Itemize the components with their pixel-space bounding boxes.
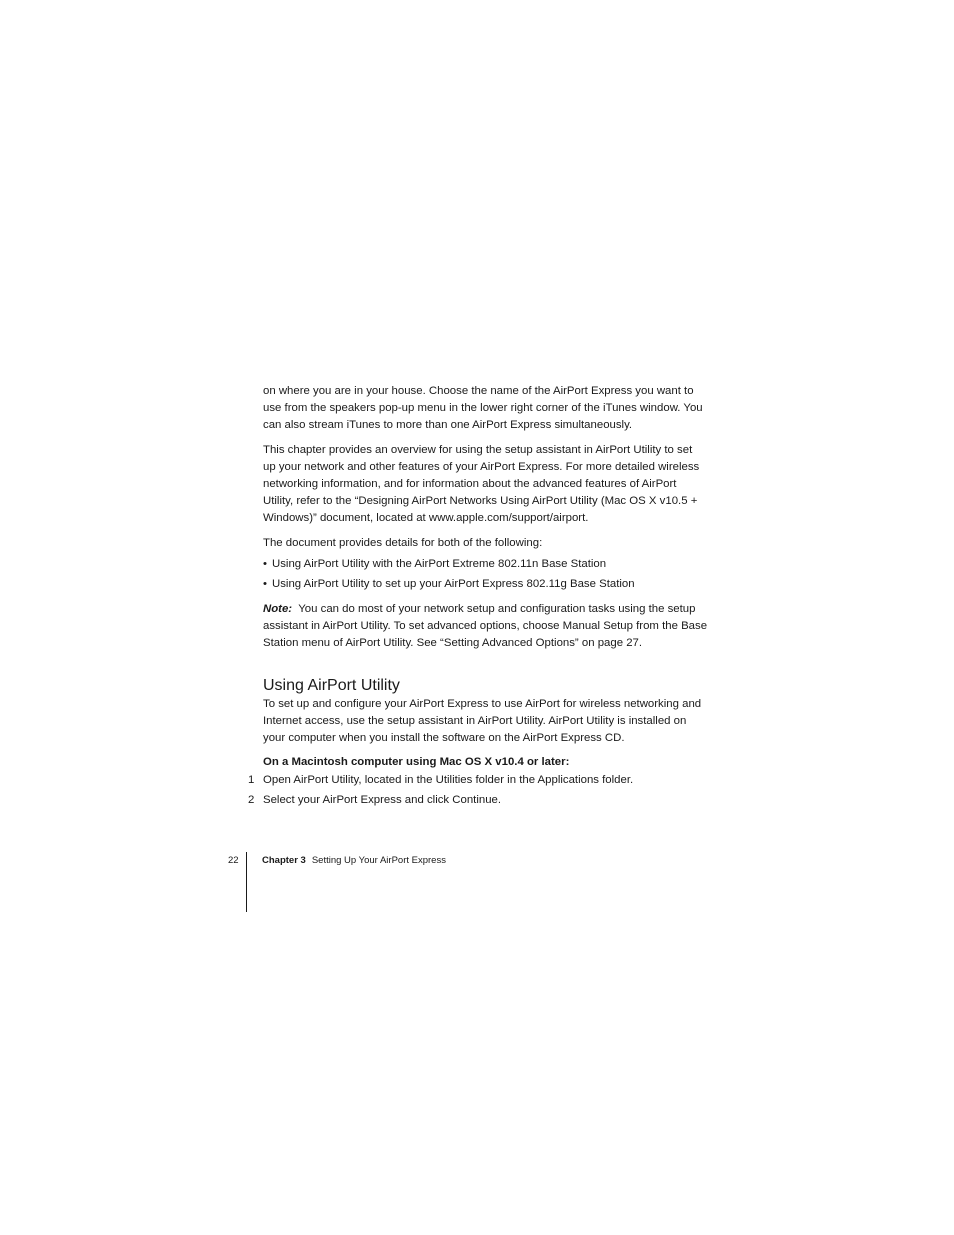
bullet-marker: • — [263, 558, 267, 570]
note-paragraph — [263, 601, 708, 652]
chapter-title: Setting Up Your AirPort Express — [311, 855, 446, 866]
details-intro-paragraph: The document provides details for both of the following: — [263, 537, 543, 549]
chapter-label: Chapter 3 — [262, 855, 306, 866]
chapter-overview-paragraph: This chapter provides an overview for using the setup assistant in AirPort Utility to set up your network and other features of your AirPort Express. For more detailed wireless networking information, and for information about the advanced features of AirPort Utility, refer to the “Designing AirPort Networks Using AirPort Utility (Mac OS X v10.5 + Windows)” document, located at www.apple.com/support/airport. — [263, 444, 700, 525]
note-text: You can do most of your network setup and configuration tasks using the setup assistant in AirPort Utility. To set advanced options, choose Manual Setup from the Base Station menu of AirPort Utility. See “Setting Advanced Options” on page 27. — [263, 603, 708, 650]
footer-divider — [246, 852, 247, 912]
section-heading: Using AirPort Utility — [263, 677, 400, 694]
step-text: Open AirPort Utility, located in the Utilities folder in the Applications folder. — [263, 774, 634, 786]
bullet-item-express — [263, 576, 708, 593]
step-number: 2 — [248, 794, 255, 806]
note-label: Note: — [263, 603, 293, 615]
step-item — [248, 792, 708, 809]
section-body-paragraph: To set up and configure your AirPort Express to use AirPort for wireless networking and Internet access, use the setup assistant in AirPort Utility. AirPort Utility is installed on your computer when you install the software on the AirPort Express CD. — [263, 698, 702, 745]
bullet-text: Using AirPort Utility with the AirPort Extreme 802.11n Base Station — [272, 558, 607, 570]
running-footer — [262, 854, 446, 867]
page-number: 22 — [228, 855, 239, 866]
step-item — [248, 772, 708, 789]
bullet-marker: • — [263, 578, 267, 590]
step-number: 1 — [248, 774, 255, 786]
step-text: Select your AirPort Express and click Continue. — [263, 794, 502, 806]
procedure-subhead: On a Macintosh computer using Mac OS X v10.4 or later: — [263, 756, 570, 768]
bullet-text: Using AirPort Utility to set up your AirPort Express 802.11g Base Station — [272, 578, 635, 590]
bullet-item-extreme — [263, 556, 708, 573]
intro-continuation-paragraph: on where you are in your house. Choose the name of the AirPort Express you want to use from the speakers pop-up menu in the lower right corner of the iTunes window. You can also stream iTunes to more than one AirPort Express simultaneously. — [263, 385, 703, 432]
